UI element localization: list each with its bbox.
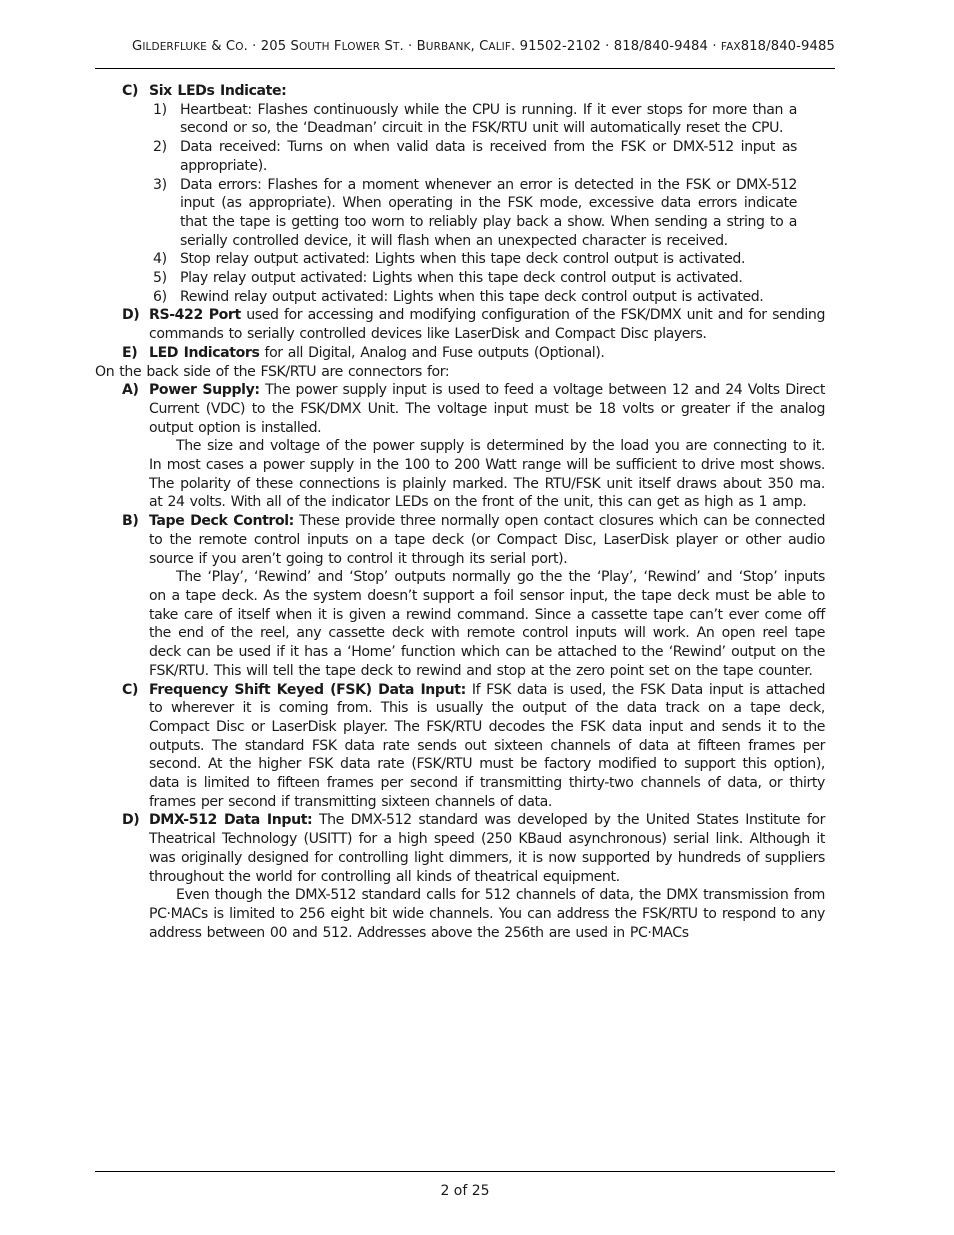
header-text-segment: S	[380, 39, 393, 54]
header-text-segment: F	[329, 39, 342, 54]
intro-paragraph: On the back side of the FSK/RTU are connectors for:	[95, 363, 450, 380]
item-heading: Six LEDs Indicate:	[149, 83, 287, 99]
header-rule	[95, 68, 835, 69]
list-item	[95, 811, 825, 886]
item-number: 6)	[153, 288, 167, 305]
item-letter: B)	[122, 513, 139, 530]
item-heading: Frequency Shift Keyed (FSK) Data Input:	[149, 681, 466, 698]
item-letter: D)	[122, 812, 140, 829]
header-text-segment: T	[392, 41, 400, 53]
item-text: Stop relay output activated: Lights when this tape deck control output is activated.	[180, 251, 746, 268]
header-text-segment: . · B	[399, 39, 426, 54]
item-heading: LED Indicators	[149, 344, 260, 361]
footer-rule	[95, 1171, 835, 1172]
item-text: These provide three normally open contact closures which can be connected to the remote control inputs on a tape deck (or Compact Disc, LaserDisk player or other audio source if you aren’t going to control it through its serial port).	[149, 513, 825, 567]
item-heading: RS-422 Port	[149, 307, 241, 324]
header-text-segment: & C	[206, 39, 236, 54]
page-header	[95, 39, 835, 54]
item-letter: D)	[122, 307, 140, 324]
header-text-segment: ALIF	[488, 41, 511, 53]
item-number: 5)	[153, 270, 167, 287]
numbered-item	[95, 138, 825, 175]
header-text-segment: OUTH	[298, 41, 330, 53]
numbered-item	[95, 288, 825, 307]
list-item	[95, 381, 825, 437]
header-text-segment: 818/840-9485	[740, 39, 835, 54]
item-letter: C)	[122, 83, 138, 99]
item-number: 1)	[153, 101, 167, 118]
paragraph: The size and voltage of the power supply is determined by the load you are connecting to it. In most cases a power supply in the 100 to 200 Watt range will be sufficient to drive most shows. The polarity of these connections is plainly marked. The RTU/FSK unit itself draws about 350 ma. at 24 volts. With all of the indicator LEDs on the front of the unit, this can get as high as 1 amp.	[149, 438, 825, 511]
item-text: The DMX-512 standard was developed by the United States Institute for Theatrical Technology (USITT) for a high speed (250 KBaud asynchronous) serial link. Although it was originally designed for controlling light dimmers, it is now supported by hundreds of suppliers throughout the world for controlling all kinds of theatrical equipment.	[149, 812, 825, 885]
item-letter: A)	[122, 382, 139, 399]
item-text: Play relay output activated: Lights when this tape deck control output is activated.	[180, 270, 743, 287]
item-text: Rewind relay output activated: Lights when this tape deck control output is activated.	[180, 288, 764, 305]
header-text-segment: G	[132, 39, 143, 54]
list-item	[95, 681, 825, 812]
item-number: 3)	[153, 176, 167, 193]
paragraph: Even though the DMX-512 standard calls for 512 channels of data, the DMX transmission from PC·MACs is limited to 256 eight bit wide channels. You can address the FSK/RTU to respond to any address between 00 and 512. Addresses above the 256th are used in PC·MACs	[149, 887, 825, 941]
numbered-item	[95, 250, 825, 269]
header-text-segment: FAX	[720, 41, 741, 53]
list-item	[95, 512, 825, 568]
item-letter: E)	[122, 344, 138, 361]
header-text-segment: URBANK	[425, 41, 471, 53]
paragraph: The ‘Play’, ‘Rewind’ and ‘Stop’ outputs normally go the the ‘Play’, ‘Rewind’ and ‘Stop’ inputs on a tape deck. As the system doesn’t support a foil sensor input, the tape deck must be able to take care of itself when it is given a rewind command. Since a cassette tape can’t ever come off the end of the reel, any cassette deck with remote control inputs will work. An open reel tape deck can be used if it has a ‘Home’ function which can be attached to the ‘Rewind’ output on the FSK/RTU. This will tell the tape deck to rewind and stop at the zero point set on the tape counter.	[149, 569, 825, 679]
header-text-segment: , C	[470, 39, 489, 54]
header-text-segment: LOWER	[341, 41, 381, 53]
item-text: If FSK data is used, the FSK Data input is attached to wherever it is coming from. This is usually the output of the data track on a tape deck, Compact Disc or LaserDisk player. The FSK/RTU decodes the FSK data input and sends it to the outputs. The standard FSK data rate sends out sixteen channels of data at fifteen frames per second. At the higher FSK data rate (FSK/RTU must be factory modified to support this option), data is limited to fifteen frames per second if transmitting thirty-two channels of data, or thirty frames per second if transmitting sixteen channels of data.	[149, 681, 825, 810]
page-number: 2 of 25	[440, 1183, 490, 1199]
item-heading: Power Supply:	[149, 382, 260, 399]
header-text-segment: . · 205 S	[243, 39, 299, 54]
header-text-segment: . 91502-2102 · 818/840-9484 ·	[511, 39, 721, 54]
numbered-item	[95, 176, 825, 251]
item-text: The power supply input is used to feed a voltage between 12 and 24 Volts Direct Current (VDC) to the FSK/DMX Unit. The voltage input must be 18 volts or greater if the analog output option is installed.	[149, 382, 825, 436]
header-text-segment: ILDERFLUKE	[142, 41, 207, 53]
item-heading: Tape Deck Control:	[149, 513, 294, 530]
item-heading: DMX-512 Data Input:	[149, 812, 313, 829]
item-letter: C)	[122, 681, 138, 698]
item-text: used for accessing and modifying configuration of the FSK/DMX unit and for sending commands to serially controlled devices like LaserDisk and Compact Disc players.	[149, 307, 825, 343]
document-body	[95, 82, 825, 942]
list-item	[95, 82, 825, 101]
item-text: Data errors: Flashes for a moment whenever an error is detected in the FSK or DMX-512 input (as appropriate). When operating in the FSK mode, excessive data errors indicate that the tape is getting too worn to reliably play back a show. When sending a string to a serially controlled device, it will flash when an unexpected character is received.	[180, 176, 797, 249]
numbered-item	[95, 269, 825, 288]
item-text: for all Digital, Analog and Fuse outputs (Optional).	[259, 344, 605, 361]
list-item	[95, 306, 825, 343]
item-number: 4)	[153, 251, 167, 268]
list-item	[95, 344, 825, 363]
item-number: 2)	[153, 139, 167, 156]
header-text-segment: O	[235, 41, 244, 53]
item-text: Data received: Turns on when valid data is received from the FSK or DMX-512 input as appropriate).	[180, 139, 797, 174]
item-text: Heartbeat: Flashes continuously while the CPU is running. If it ever stops for more than a second or so, the ‘Deadman’ circuit in the FSK/RTU unit will automatically reset the CPU.	[180, 101, 797, 137]
numbered-item	[95, 101, 825, 138]
